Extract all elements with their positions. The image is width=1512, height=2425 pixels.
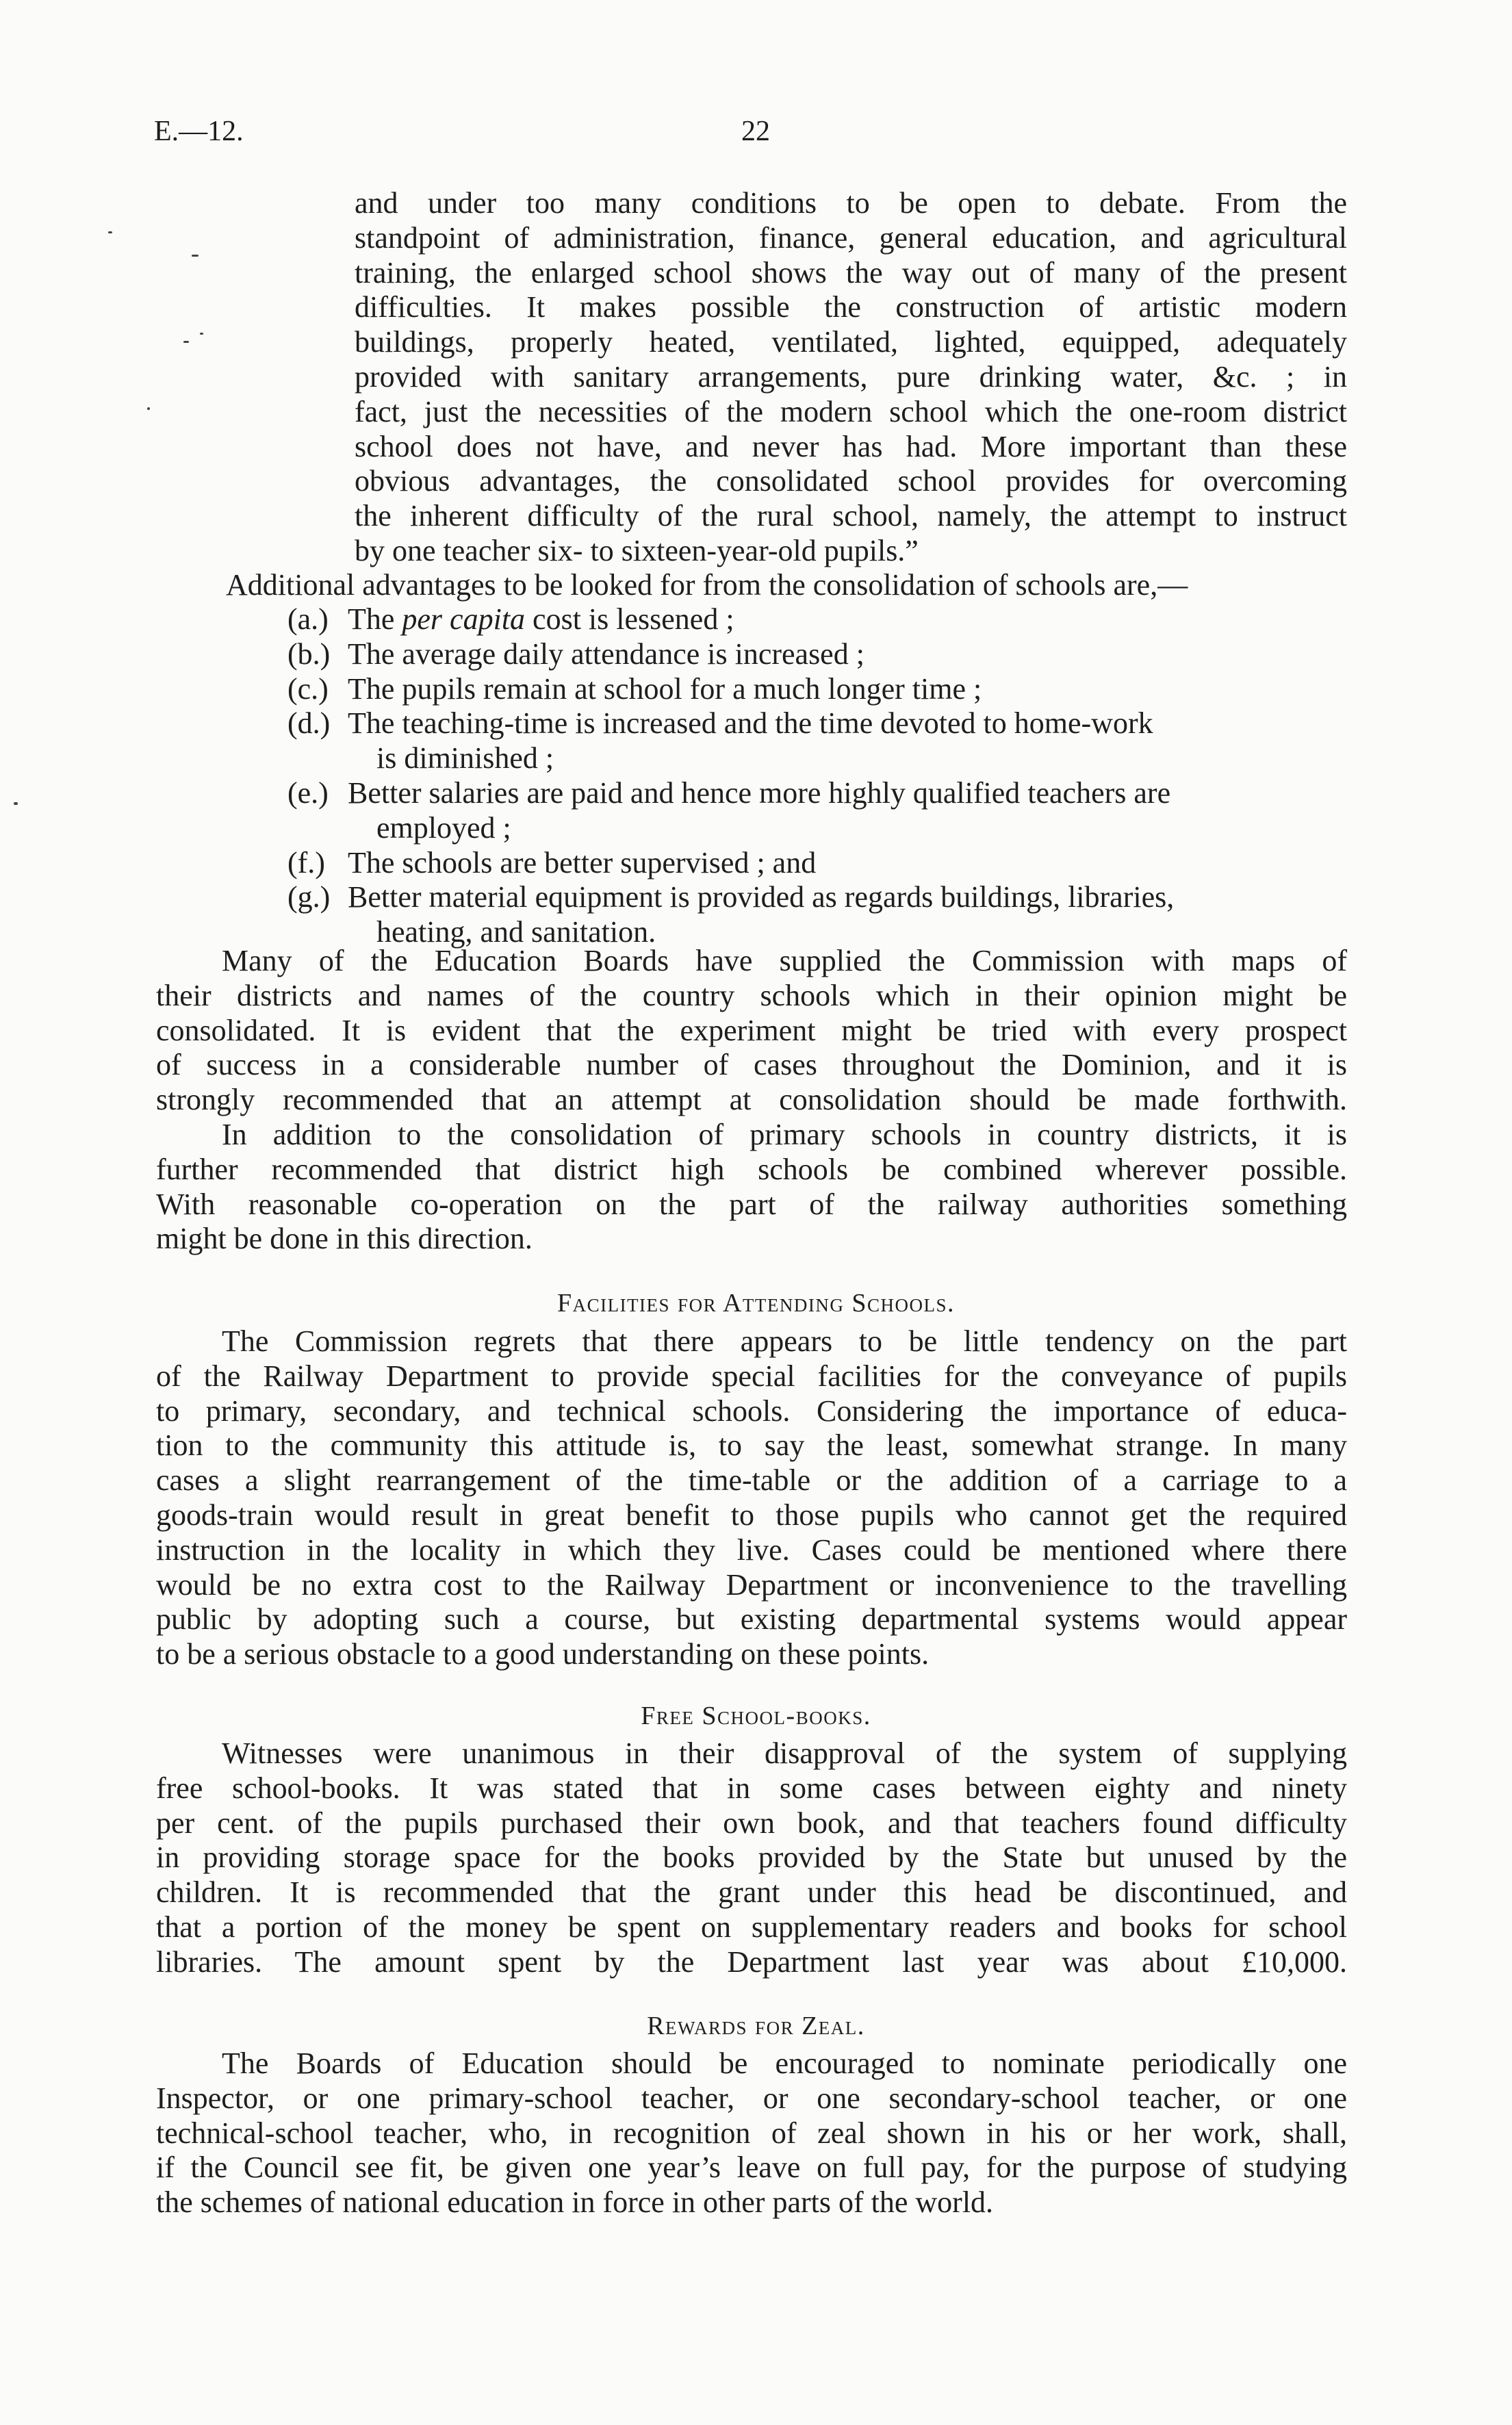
item-label: (g.) [287,880,331,914]
text-line: The Commission regrets that there appears to be little tendency on the part [222,1324,1347,1358]
text-line: and under too many conditions to be open to debate. From the [355,186,1347,220]
text-line: The Boards of Education should be encouraged to nominate periodically one [222,2047,1347,2080]
item-label: (e.) [287,775,329,810]
text-line: buildings, properly heated, ventilated, lighted, equipped, adequately [355,325,1347,359]
text-line: With reasonable co-operation on the part of the railway authorities something [156,1187,1347,1221]
text-line: difficulties. It makes possible the construction of artistic modern [355,290,1347,324]
text-line: their districts and names of the country schools which in their opinion might be [156,978,1347,1012]
item-label: (b.) [287,637,331,671]
item-label: (a.) [287,602,329,636]
text-line: of success in a considerable number of cases throughout the Dominion, and it is [156,1048,1347,1082]
text-line: to be a serious obstacle to a good understanding on these points. [156,1637,930,1671]
text-line: goods-train would result in great benefit to those pupils who cannot get the required [156,1498,1347,1532]
list-item: (d.) The teaching-time is increased and the time devoted to home-work is diminished ; [287,706,1153,775]
list-item: (a.) The per capita cost is lessened ; [287,602,734,636]
item-label: (c.) [287,671,329,706]
paragraph-facilities [156,1324,1347,1672]
text-line: technical-school teacher, who, in recognition of zeal shown in his or her work, shall, [156,2116,1347,2150]
emphasis-text: per capita [402,602,526,636]
text-line: Witnesses were unanimous in their disapproval of the system of supplying [222,1736,1347,1770]
page-header [154,115,1359,156]
list-item: (b.) The average daily attendance is increased ; [287,637,864,671]
scan-speck [183,341,189,343]
text-line: public by adopting such a course, but existing departmental systems would appear [156,1602,1347,1637]
text-line: might be done in this direction. [156,1222,533,1256]
text-line: cases a slight rearrangement of the time-table or the addition of a carriage to a [156,1463,1347,1498]
text-line: if the Council see fit, be given one year’s leave on full pay, for the purpose of studying [156,2151,1347,2185]
paragraph-rewards [156,2047,1347,2220]
section-heading-free-books: Free School-books. [641,1702,871,1730]
advantages-intro: Additional advantages to be looked for from the consolidation of schools are,— [226,568,1188,602]
text-line: libraries. The amount spent by the Department last year was about £10,000. [156,1945,1347,1979]
text-line: provided with sanitary arrangements, pure drinking water, &c. ; in [355,359,1347,394]
scan-speck [147,407,150,410]
text-line: the inherent difficulty of the rural school, namely, the attempt to instruct [355,499,1347,533]
document-code: E.—12. [154,116,244,147]
text-line: by one teacher six- to sixteen-year-old pupils.” [355,533,919,567]
text-line: training, the enlarged school shows the way out of many of the present [355,255,1347,290]
paragraph-free-books [156,1736,1347,1980]
scan-speck [192,255,198,257]
text-line: school does not have, and never has had. More important than these [355,429,1347,463]
advantages-list [287,602,1348,950]
text-line: Inspector, or one primary-school teacher, or one secondary-school teacher, or one [156,2081,1347,2115]
text-line: per cent. of the pupils purchased their own book, and that teachers found difficulty [156,1806,1347,1840]
text-line: instruction in the locality in which they live. Cases could be mentioned where there [156,1532,1347,1567]
page-number: 22 [741,116,770,147]
text-line: obvious advantages, the consolidated school provides for overcoming [355,464,1347,498]
list-item: (f.) The schools are better supervised ; and [287,845,817,880]
text-line: in providing storage space for the books provided by the State but unused by the [156,1840,1347,1875]
text-line: consolidated. It is evident that the experiment might be tried with every prospect [156,1013,1347,1047]
section-heading-rewards: Rewards for Zeal. [647,2012,865,2040]
list-item: (e.) Better salaries are paid and hence more highly qualified teachers are employed ; [287,775,1171,845]
scan-speck [108,231,112,233]
item-label: (f.) [287,845,325,880]
paragraph-consolidation [156,944,1347,1118]
text-line: children. It is recommended that the grant under this head be discontinued, and [156,1875,1347,1910]
text-line: Many of the Education Boards have supplied the Commission with maps of [222,944,1347,977]
text-line: strongly recommended that an attempt at consolidation should be made forthwith. [156,1083,1347,1117]
text-line: would be no extra cost to the Railway Department or inconvenience to the travelling [156,1567,1347,1602]
quoted-passage [355,186,1347,569]
text-line: standpoint of administration, finance, general education, and agricultural [355,220,1347,255]
paragraph-high-schools [156,1118,1347,1257]
text-line: fact, just the necessities of the modern school which the one-room district [355,394,1347,428]
text-line: tion to the community this attitude is, to say the least, somewhat strange. In many [156,1428,1347,1463]
text-line: further recommended that district high schools be combined wherever possible. [156,1152,1347,1186]
scan-speck [200,333,203,335]
text-line: that a portion of the money be spent on supplementary readers and books for school [156,1910,1347,1944]
text-line: free school-books. It was stated that in some cases between eighty and ninety [156,1771,1347,1805]
list-item: (g.) Better material equipment is provided as regards buildings, libraries, heating, and sanitation. [287,880,1175,949]
text-line: to primary, secondary, and technical schools. Considering the importance of educa- [156,1394,1347,1428]
item-label: (d.) [287,706,331,741]
text-line: In addition to the consolidation of primary schools in country districts, it is [222,1118,1347,1151]
scan-speck [14,802,18,805]
text-line: the schemes of national education in force in other parts of the world. [156,2185,994,2220]
section-heading-facilities: Facilities for Attending Schools. [556,1289,956,1318]
list-item: (c.) The pupils remain at school for a much longer time ; [287,671,982,706]
text-line: of the Railway Department to provide special facilities for the conveyance of pupils [156,1359,1347,1393]
